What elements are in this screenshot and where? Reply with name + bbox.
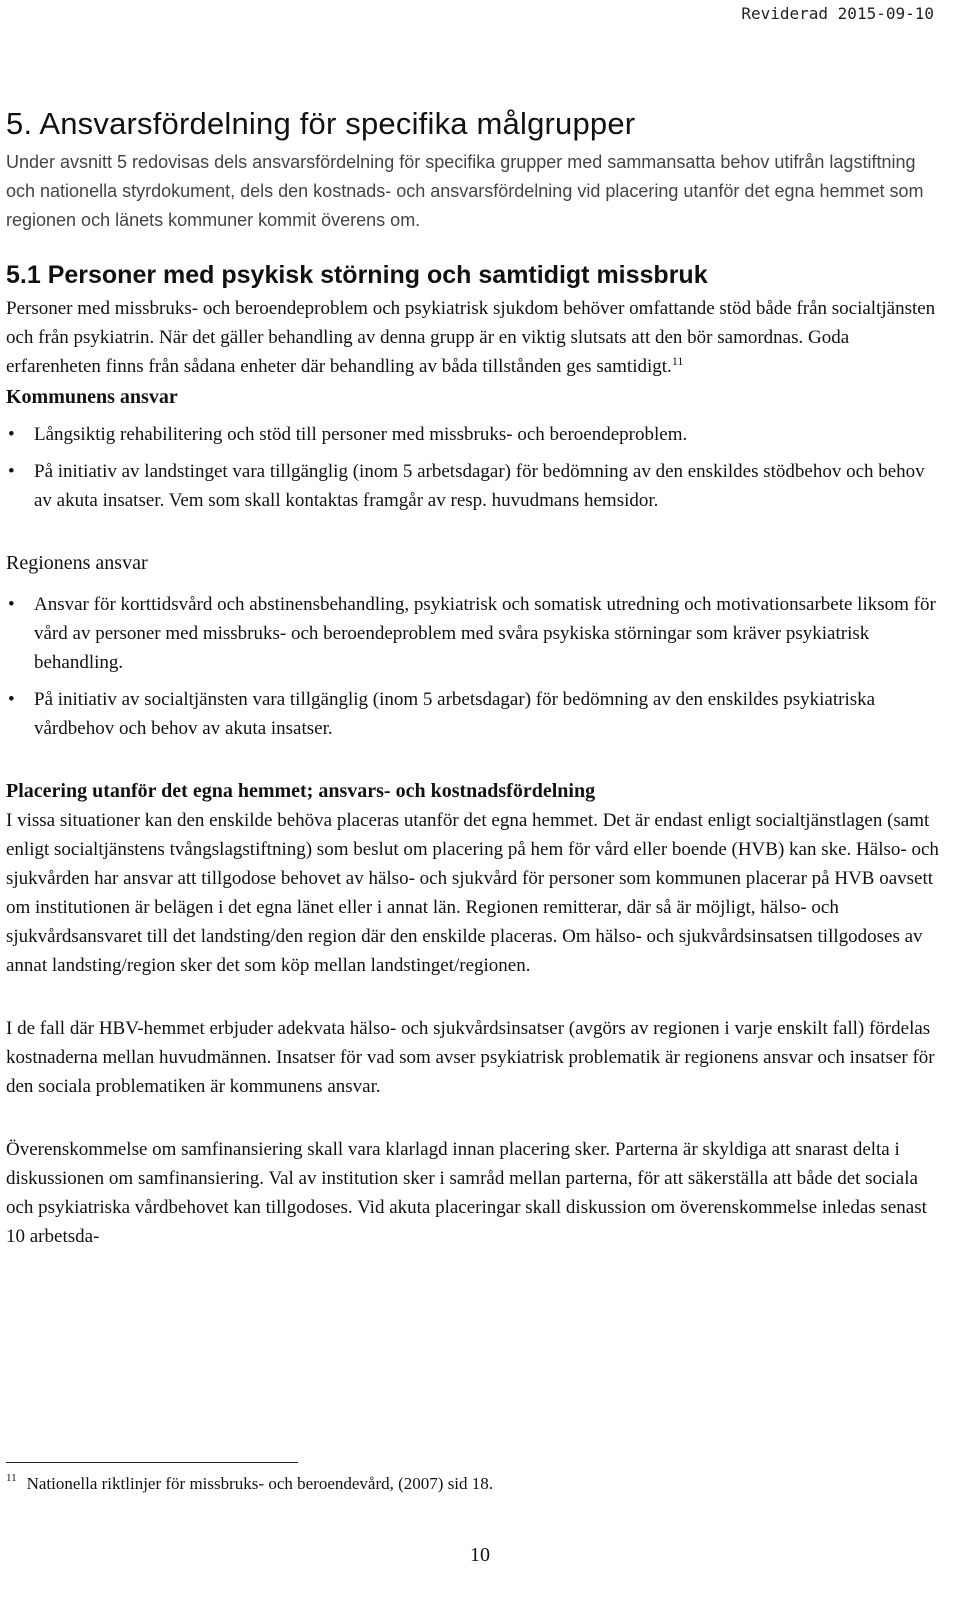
footnote-reference: 11 [671,354,684,368]
list-item [6,590,946,677]
bullet-icon: • [8,689,15,710]
section-title: 5. Ansvarsfördelning för specifika målgrupper [6,106,636,141]
placering-paragraph-2: I de fall där HBV-hemmet erbjuder adekvata hälso- och sjukvårdsinsatser (avgörs av regionen i varje enskilt fall) fördelas kostnaderna mellan huvudmännen. Insatser för vad som avser psykiatrisk problematik är regionens ansvar och insatser för den sociala problematiken är kommunens ansvar. [6,1018,935,1097]
list-item [6,420,946,449]
subsection-paragraph [6,294,946,381]
page-number: 10 [470,1544,490,1566]
placering-paragraph-3: Överenskommelse om samfinansiering skall vara klarlagd innan placering sker. Parterna är skyldiga att snarast delta i diskussionen om samfinansiering. Val av institution sker i samråd mellan parterna, för att säkerställa att både det sociala och psykiatriska vårdbehovet kan tillgodoses. Vid akuta placeringar skall diskussion om överenskommelse inledas senast 10 arbetsda- [6,1139,927,1247]
placering-heading: Placering utanför det egna hemmet; ansvars- och kostnadsfördelning [6,780,596,802]
bullet-icon: • [8,594,15,615]
list-item-text: På initiativ av socialtjänsten vara tillgänglig (inom 5 arbetsdagar) för bedömning av den enskildes psykiatriska vårdbehov och behov av akuta insatser. [34,689,876,739]
list-item [6,457,946,515]
bullet-icon: • [8,424,15,445]
subsection-title: 5.1 Personer med psykisk störning och samtidigt missbruk [6,261,708,289]
bullet-icon: • [8,461,15,482]
list-item [6,685,946,743]
placering-paragraph-1: I vissa situationer kan den enskilde behöva placeras utanför det egna hemmet. Det är endast enligt socialtjänstlagen (samt enligt socialtjänstens tvångslagstiftning) som beslut om placering på hem för vård eller boende (HVB) kan ske. Hälso- och sjukvården har ansvar att tillgodose behovet av hälso- och sjukvård för personer som kommunen placerar på HVB oavsett om institutionen är belägen i det egna länet eller i annat län. Regionen remitterar, där så är möjligt, hälso- och sjukvårdsansvaret till det landsting/den region där den enskilde placeras. Om hälso- och sjukvårdsinsatsen tillgodoses av annat landsting/region sker det som köp mellan landstinget/regionen. [6,810,939,976]
subsection-paragraph-text: Personer med missbruks- och beroendeproblem och psykiatrisk sjukdom behöver omfattande stöd både från socialtjänsten och från psykiatrin. När det gäller behandling av denna grupp är en viktig slutsats att den bör samordnas. Goda erfarenheten finns från sådana enheter där behandling av båda tillstånden ges samtidigt. [6,298,936,377]
footnote-number: 11 [6,1472,17,1484]
list-item-text: Långsiktig rehabilitering och stöd till personer med missbruks- och beroendeproblem. [34,424,688,445]
region-list [6,590,946,743]
footnote-divider [6,1462,298,1463]
section-intro: Under avsnitt 5 redovisas dels ansvarsfördelning för specifika grupper med sammansatta behov utifrån lagstiftning och nationella styrdokument, dels den kostnads- och ansvarsfördelning vid placering utanför det egna hemmet som regionen och länets kommuner kommit överens om. [6,152,924,230]
kommun-list [6,420,946,515]
revision-date: Reviderad 2015-09-10 [741,4,934,23]
footnote [6,1474,493,1494]
region-heading: Regionens ansvar [6,552,148,574]
page-content [6,106,946,1251]
list-item-text: På initiativ av landstinget vara tillgänglig (inom 5 arbetsdagar) för bedömning av den enskildes stödbehov och behov av akuta insatser. Vem som skall kontaktas framgår av resp. huvudmans hemsidor. [34,461,925,511]
list-item-text: Ansvar för korttidsvård och abstinensbehandling, psykiatrisk och somatisk utredning och motivationsarbete liksom för vård av personer med missbruks- och beroendeproblem med svåra psykiska störningar som kräver psykiatrisk behandling. [34,594,936,673]
kommun-heading: Kommunens ansvar [6,386,178,408]
footnote-text: Nationella riktlinjer för missbruks- och beroendevård, (2007) sid 18. [26,1474,494,1493]
